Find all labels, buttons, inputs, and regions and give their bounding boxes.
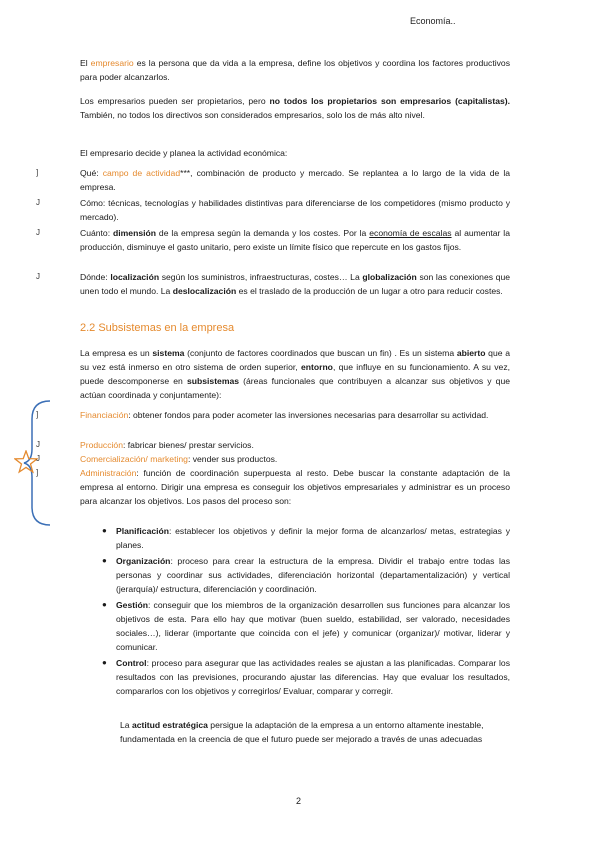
underlined-text: economía de escalas: [369, 228, 452, 238]
text: (áreas funcionales que contribuyen a alcanzar sus objetivos y que actúan coordinada y conjuntamente):: [80, 376, 511, 400]
text: La: [120, 720, 132, 730]
bullet-icon: ]: [36, 410, 39, 419]
text: , que influye en su funcionamiento. A su vez, puede descomponerse en: [80, 362, 510, 386]
term: campo de actividad: [102, 168, 181, 178]
text: : proceso para asegurar que las actividades reales se ajustan a las planificadas. Comparar los resultados con las previsiones, procurando ajustar las diferencias. Hay que evaluar los resultados, compararlos con los objetivos y corregirlos/ Evaluar, comparar y corregir.: [116, 658, 510, 696]
term: Producción: [80, 440, 123, 450]
text: El: [80, 58, 91, 68]
text: : establecer los objetivos y definir la mejor forma de alcanzarlos/ metas, estrategias y planes.: [116, 526, 510, 550]
text: que a su vez está inmerso en otro sistema de orden superior,: [80, 348, 510, 372]
text: Qué:: [80, 168, 103, 178]
text: al aumentar la producción, disminuye el gasto unitario, pero existe un límite físico que repercute en los gastos fijos.: [80, 228, 510, 252]
running-header: Economía..: [410, 16, 456, 26]
text: son las conexiones que unen todo el mundo. La: [80, 272, 511, 296]
text: ***, combinación de producto y mercado. Se replantea a lo largo de la vida de la empresa.: [80, 168, 511, 192]
bullet-icon: ]: [36, 468, 39, 477]
text: Cuánto:: [80, 228, 114, 238]
list-item-financiacion: [36, 408, 510, 422]
bullet-dot-icon: ●: [102, 526, 107, 535]
list-item-comercializacion: [36, 452, 510, 466]
bullet-dot-icon: ●: [102, 600, 107, 609]
bold-text: actitud estratégica: [131, 720, 208, 730]
bold-text: subsistemas: [186, 376, 240, 386]
term: Comercialización/ marketing: [80, 454, 188, 464]
text: Cómo: técnicas, tecnologías y habilidades distintivas para diferenciarse de los competidores (mismo producto y mercado).: [80, 198, 510, 222]
bold-text: globalización: [362, 272, 417, 282]
list-item-como: [36, 196, 510, 224]
text: según los suministros, infraestructuras, costes… La: [159, 272, 363, 282]
bold-text: localización: [110, 272, 160, 282]
list-item-cuanto: [36, 226, 510, 254]
bold-text: abierto: [456, 348, 486, 358]
text: : función de coordinación superpuesta al resto. Debe buscar la constante adaptación de la empresa al entorno. Dirigir una empresa es conseguir los objetivos empresariales y administrar es un proceso para alcanzar los objetivos. Los pasos del proceso son:: [80, 468, 510, 506]
list-item-produccion: [36, 438, 510, 452]
term: Financiación: [80, 410, 129, 420]
bullet-icon: ]: [36, 168, 39, 177]
star-icon: [14, 450, 38, 474]
bullet-dot-icon: ●: [102, 658, 107, 667]
text: También, no todos los directivos son considerados empresarios, solo los de más alto nivel.: [80, 110, 425, 120]
intro-paragraph-3: El empresario decide y planea la actividad económica:: [80, 148, 288, 158]
list-item-que: [36, 166, 511, 194]
step-gestion: [102, 598, 510, 654]
text: La empresa es un: [80, 348, 153, 358]
section-heading: 2.2 Subsistemas en la empresa: [80, 322, 235, 334]
text: : fabricar bienes/ prestar servicios.: [123, 440, 254, 450]
term: Administración: [80, 468, 137, 478]
bold-text: deslocalización: [172, 286, 237, 296]
text: : proceso para crear la estructura de la empresa. Dividir el trabajo entre todas las personas y coordinar sus actividades, diferenciación horizontal (departamentalización) y vertical (jerarquía)/ estructura, diferenciación y coordinación.: [116, 556, 510, 594]
intro-paragraph-2: [80, 94, 510, 122]
bold-text: Planificación: [116, 526, 170, 536]
page-number: 2: [296, 796, 302, 806]
bold-text: Gestión: [116, 600, 148, 610]
bold-text: no todos los propietarios son empresarios (capitalistas).: [269, 96, 510, 106]
intro-paragraph-1: [80, 56, 510, 84]
step-organizacion: [102, 554, 510, 596]
bold-text: dimensión: [113, 228, 157, 238]
step-planificacion: [102, 524, 510, 552]
text: es el traslado de la producción de un lugar a otro para reducir costes.: [236, 286, 503, 296]
text: Los empresarios pueden ser propietarios, pero: [80, 96, 270, 106]
bullet-icon: J: [36, 454, 40, 463]
list-item-administracion: [36, 466, 510, 508]
text: persigue la adaptación de la empresa a un entorno altamente inestable, fundamentada en la creencia de que el futuro puede ser mejorado a través de unas adecuadas: [120, 720, 484, 744]
term-empresario: empresario: [90, 58, 134, 68]
list-item-donde: [36, 270, 511, 298]
strategic-paragraph: [120, 718, 510, 746]
text: de la empresa según la demanda y los costes. Por la: [156, 228, 370, 238]
text: : conseguir que los miembros de la organización desarrollen sus funciones para alcanzar los objetivos de esta. Para ello hay que motivar (buen sueldo, estabilidad, ser valorado, necesidades sociales…), liderar (importante que coincida con el jefe) y comunicar (organizar)/ motivar, liderar y comunicar.: [116, 600, 510, 652]
text: : obtener fondos para poder acometer las inversiones necesarias para desarrollar su actividad.: [128, 410, 489, 420]
text: : vender sus productos.: [187, 454, 278, 464]
bold-text: entorno: [300, 362, 333, 372]
text: Dónde:: [80, 272, 111, 282]
text: es la persona que da vida a la empresa, define los objetivos y coordina los factores productivos para poder alcanzarlos.: [80, 58, 510, 82]
system-paragraph: [80, 346, 510, 402]
bold-text: sistema: [152, 348, 185, 358]
bold-text: Organización: [116, 556, 171, 566]
bold-text: Control: [116, 658, 147, 668]
bullet-icon: J: [36, 272, 40, 281]
bullet-dot-icon: ●: [102, 556, 107, 565]
step-control: [102, 656, 510, 698]
bullet-icon: J: [36, 198, 40, 207]
bullet-icon: J: [36, 228, 40, 237]
bullet-icon: J: [36, 440, 40, 449]
text: (conjunto de factores coordinados que buscan un fin) . Es un sistema: [184, 348, 457, 358]
